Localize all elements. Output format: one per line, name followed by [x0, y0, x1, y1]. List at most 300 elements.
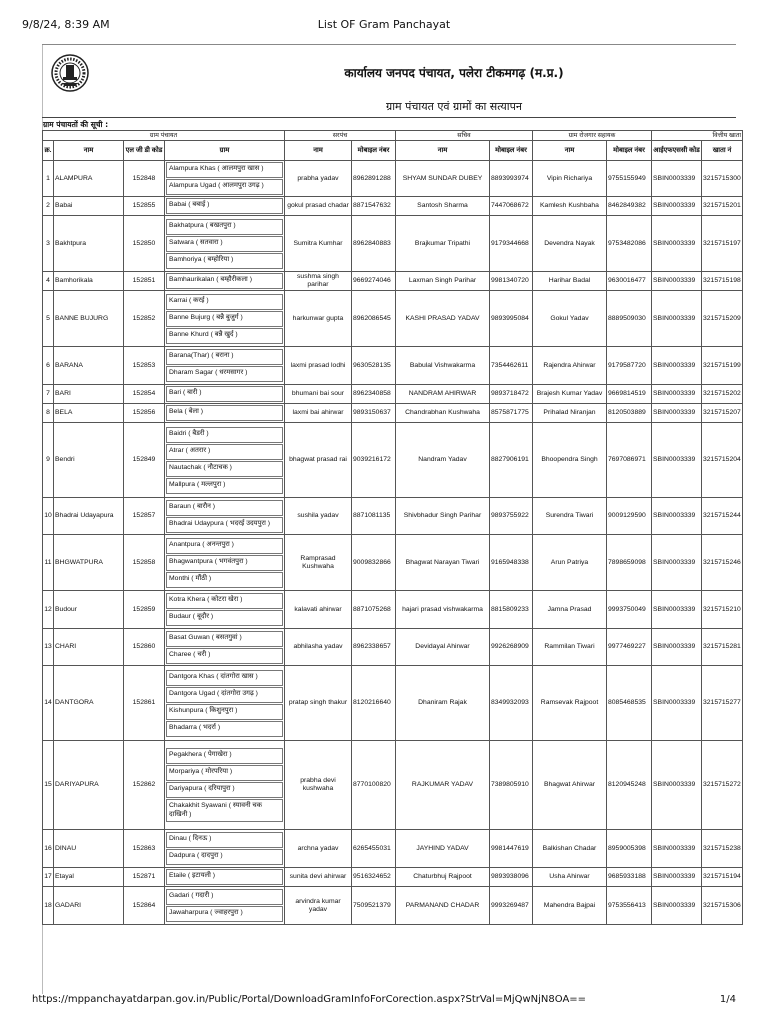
- village-item: Kotra Khera ( कोटरा खेरा ): [166, 593, 283, 609]
- cell-sachiv-name: Chaturbhuj Rajpoot: [396, 868, 490, 887]
- village-item: Mallpura ( मल्लपुरा ): [166, 478, 283, 494]
- cell-sachiv-name: JAYHIND YADAV: [396, 830, 490, 868]
- cell-sno: 15: [43, 741, 54, 830]
- cell-grs-name: Vipin Richariya: [533, 161, 607, 197]
- cell-account: 3215715281: [702, 629, 743, 666]
- cell-grs-name: Usha Ahirwar: [533, 868, 607, 887]
- cell-account: 3215715199: [702, 347, 743, 385]
- village-item: Gadari ( गदारी ): [166, 889, 283, 905]
- cell-gp-name: Bamhorikala: [54, 272, 124, 291]
- cell-sno: 16: [43, 830, 54, 868]
- village-item: Baraun ( बारौन ): [166, 500, 283, 516]
- cell-ifsc: SBIN0003339: [652, 868, 702, 887]
- cell-sachiv-name: RAJKUMAR YADAV: [396, 741, 490, 830]
- cell-sno: 9: [43, 423, 54, 498]
- cell-sarpanch-mobile: 9039216172: [352, 423, 396, 498]
- group-header-bank: वित्तीय खाता: [652, 131, 743, 141]
- col-sachiv-name: नाम: [396, 141, 490, 161]
- cell-gp-name: Etayal: [54, 868, 124, 887]
- cell-sachiv-mobile: 9893995084: [490, 291, 533, 347]
- cell-sachiv-mobile: 8827906191: [490, 423, 533, 498]
- cell-account: 3215715198: [702, 272, 743, 291]
- cell-ifsc: SBIN0003339: [652, 666, 702, 741]
- village-item: Baidri ( बैडरी ): [166, 427, 283, 443]
- cell-gp-name: BARI: [54, 385, 124, 404]
- village-item: Dariyapura ( दरियापुरा ): [166, 782, 283, 798]
- cell-sno: 7: [43, 385, 54, 404]
- cell-villages: [165, 197, 285, 216]
- cell-sarpanch-name: kalavati ahirwar: [285, 591, 352, 629]
- col-village: ग्राम: [165, 141, 285, 161]
- cell-gp-name: Budour: [54, 591, 124, 629]
- village-item: Morpariya ( मोरपरिया ): [166, 765, 283, 781]
- table-row: [43, 385, 743, 404]
- cell-sarpanch-mobile: 9669274046: [352, 272, 396, 291]
- cell-villages: [165, 591, 285, 629]
- cell-sarpanch-name: abhilasha yadav: [285, 629, 352, 666]
- cell-grs-mobile: 9755155949: [607, 161, 652, 197]
- village-item: Charee ( चरी ): [166, 648, 283, 664]
- cell-grs-name: Kamlesh Kushbaha: [533, 197, 607, 216]
- cell-sachiv-mobile: 9981340720: [490, 272, 533, 291]
- cell-grs-name: Mahendra Bajpai: [533, 887, 607, 925]
- table-row: [43, 741, 743, 830]
- print-title: List OF Gram Panchayat: [317, 18, 451, 31]
- village-item: Pegakhera ( पेगाखेरा ): [166, 748, 283, 764]
- cell-sno: 13: [43, 629, 54, 666]
- cell-grs-mobile: 9977469227: [607, 629, 652, 666]
- group-header-sarpanch: सरपंच: [285, 131, 396, 141]
- col-ifsc: आईएफएससी कोड: [652, 141, 702, 161]
- cell-grs-name: Balkishan Chadar: [533, 830, 607, 868]
- cell-villages: [165, 830, 285, 868]
- village-item: Dantgora Ugad ( दांतगोरा उगढ़ ): [166, 687, 283, 703]
- cell-sarpanch-name: prabha yadav: [285, 161, 352, 197]
- cell-ifsc: SBIN0003339: [652, 741, 702, 830]
- cell-sarpanch-mobile: 8871547632: [352, 197, 396, 216]
- cell-grs-name: Gokul Yadav: [533, 291, 607, 347]
- cell-gp-name: DANTGORA: [54, 666, 124, 741]
- cell-grs-mobile: 8120503889: [607, 404, 652, 423]
- village-item: Nautachak ( नौटाचक ): [166, 461, 283, 477]
- cell-sarpanch-name: sushila yadav: [285, 498, 352, 535]
- cell-gp-name: BELA: [54, 404, 124, 423]
- office-title: कार्यालय जनपद पंचायत, पलेरा टीकमगढ़ (म.प्र.): [344, 66, 564, 80]
- village-item: Bakhatpura ( बखतपुरा ): [166, 219, 283, 235]
- cell-ifsc: SBIN0003339: [652, 830, 702, 868]
- cell-grs-mobile: 9753556413: [607, 887, 652, 925]
- cell-sachiv-name: Devidayal Ahirwar: [396, 629, 490, 666]
- government-emblem-logo: [50, 52, 90, 94]
- cell-grs-name: Brajesh Kumar Yadav: [533, 385, 607, 404]
- cell-lgd-code: 152861: [124, 666, 165, 741]
- cell-account: 3215715209: [702, 291, 743, 347]
- cell-grs-name: Ramsevak Rajpoot: [533, 666, 607, 741]
- cell-gp-name: DARIYAPURA: [54, 741, 124, 830]
- cell-sno: 5: [43, 291, 54, 347]
- cell-sarpanch-mobile: 8962891288: [352, 161, 396, 197]
- cell-sachiv-name: Dhaniram Rajak: [396, 666, 490, 741]
- cell-villages: [165, 629, 285, 666]
- cell-sarpanch-name: arvindra kumar yadav: [285, 887, 352, 925]
- village-item: Dharam Sagar ( धरमसागर ): [166, 366, 283, 382]
- cell-account: 3215715204: [702, 423, 743, 498]
- cell-account: 3215715210: [702, 591, 743, 629]
- col-sarpanch-mobile: मोबाइल नंबर: [352, 141, 396, 161]
- cell-grs-mobile: 9685933188: [607, 868, 652, 887]
- table-row: [43, 272, 743, 291]
- cell-gp-name: Bhadrai Udayapura: [54, 498, 124, 535]
- cell-grs-mobile: 9753482086: [607, 216, 652, 272]
- cell-sarpanch-name: Ramprasad Kushwaha: [285, 535, 352, 591]
- village-item: Etaile ( इटायली ): [166, 869, 283, 885]
- cell-account: 3215715306: [702, 887, 743, 925]
- cell-lgd-code: 152852: [124, 291, 165, 347]
- cell-sno: 4: [43, 272, 54, 291]
- cell-ifsc: SBIN0003339: [652, 347, 702, 385]
- village-item: Kishunpura ( किशुनपुरा ): [166, 704, 283, 720]
- cell-sarpanch-name: archna yadav: [285, 830, 352, 868]
- col-grs-mobile: मोबाइल नंबर: [607, 141, 652, 161]
- village-item: Dantgora Khas ( दांतगोरा खास ): [166, 670, 283, 686]
- cell-grs-mobile: 9179587720: [607, 347, 652, 385]
- village-item: Bhadarra ( भदर्रा ): [166, 721, 283, 737]
- village-item: Dinau ( दिनऊ ): [166, 832, 283, 848]
- village-item: Bhadrai Udaypura ( भदरई उदयपुरा ): [166, 517, 283, 533]
- village-item: Jawaharpura ( ज्वाहरपुरा ): [166, 906, 283, 922]
- cell-lgd-code: 152859: [124, 591, 165, 629]
- cell-villages: [165, 535, 285, 591]
- cell-grs-mobile: 8120945248: [607, 741, 652, 830]
- cell-lgd-code: 152864: [124, 887, 165, 925]
- cell-gp-name: BHGWATPURA: [54, 535, 124, 591]
- cell-sachiv-mobile: 9165948338: [490, 535, 533, 591]
- cell-account: 3215715244: [702, 498, 743, 535]
- cell-sarpanch-name: bhagwat prasad rai: [285, 423, 352, 498]
- cell-account: 3215715207: [702, 404, 743, 423]
- cell-account: 3215715194: [702, 868, 743, 887]
- cell-villages: [165, 423, 285, 498]
- cell-grs-mobile: 8085468535: [607, 666, 652, 741]
- village-item: Babai ( बबाई ): [166, 198, 283, 214]
- cell-sarpanch-mobile: 8120216640: [352, 666, 396, 741]
- cell-sachiv-mobile: 9893718472: [490, 385, 533, 404]
- cell-sno: 10: [43, 498, 54, 535]
- cell-sarpanch-mobile: 9009832866: [352, 535, 396, 591]
- cell-grs-name: Rajendra Ahirwar: [533, 347, 607, 385]
- cell-grs-mobile: 7898659098: [607, 535, 652, 591]
- cell-sno: 3: [43, 216, 54, 272]
- cell-sarpanch-name: sushma singh parihar: [285, 272, 352, 291]
- table-row: [43, 591, 743, 629]
- cell-grs-mobile: 9993750049: [607, 591, 652, 629]
- cell-ifsc: SBIN0003339: [652, 629, 702, 666]
- cell-sarpanch-mobile: 8871081135: [352, 498, 396, 535]
- table-row: [43, 197, 743, 216]
- cell-lgd-code: 152849: [124, 423, 165, 498]
- table-body: [43, 161, 743, 925]
- cell-sarpanch-mobile: 9630528135: [352, 347, 396, 385]
- cell-sarpanch-name: laxmi prasad lodhi: [285, 347, 352, 385]
- village-item: Bamhoriya ( बम्होरिया ): [166, 253, 283, 269]
- cell-lgd-code: 152863: [124, 830, 165, 868]
- cell-ifsc: SBIN0003339: [652, 385, 702, 404]
- cell-lgd-code: 152856: [124, 404, 165, 423]
- table-row: [43, 666, 743, 741]
- verification-subtitle: ग्राम पंचायत एवं ग्रामों का सत्यापन: [385, 100, 523, 113]
- table-row: [43, 535, 743, 591]
- cell-villages: [165, 498, 285, 535]
- cell-ifsc: SBIN0003339: [652, 291, 702, 347]
- gram-panchayat-table: [42, 130, 743, 925]
- cell-sno: 6: [43, 347, 54, 385]
- footer-url: https://mppanchayatdarpan.gov.in/Public/Portal/DownloadGramInfoForCorection.aspx?StrVal=MjQwNjN8OA==: [32, 994, 587, 1005]
- divider: [42, 117, 736, 118]
- cell-sachiv-name: PARMANAND CHADAR: [396, 887, 490, 925]
- cell-sachiv-mobile: 7354462611: [490, 347, 533, 385]
- table-column-header: [43, 141, 743, 161]
- cell-villages: [165, 272, 285, 291]
- cell-sarpanch-name: bhumani bai sour: [285, 385, 352, 404]
- cell-sachiv-mobile: 8575871775: [490, 404, 533, 423]
- cell-sno: 2: [43, 197, 54, 216]
- cell-sarpanch-name: gokul prasad chadar: [285, 197, 352, 216]
- cell-sarpanch-mobile: 9893150637: [352, 404, 396, 423]
- col-sno: क्र.: [43, 141, 54, 161]
- cell-lgd-code: 152857: [124, 498, 165, 535]
- cell-gp-name: BANNE BUJURG: [54, 291, 124, 347]
- cell-sarpanch-mobile: 9516324652: [352, 868, 396, 887]
- village-item: Banne Khurd ( बन्नै खुर्द ): [166, 328, 283, 344]
- village-item: Chakakhit Syawani ( स्यावनी चक दाखिनी ): [166, 799, 283, 822]
- cell-sarpanch-mobile: 8962840883: [352, 216, 396, 272]
- cell-sachiv-name: Brajkumar Tripathi: [396, 216, 490, 272]
- col-account: खाता नं: [702, 141, 743, 161]
- cell-sachiv-mobile: 9893938096: [490, 868, 533, 887]
- village-item: Banne Bujurg ( बन्नै बुजुर्ग ): [166, 311, 283, 327]
- cell-account: 3215715201: [702, 197, 743, 216]
- cell-sachiv-name: KASHI PRASAD YADAV: [396, 291, 490, 347]
- group-header-gp: ग्राम पंचायत: [43, 131, 285, 141]
- cell-lgd-code: 152860: [124, 629, 165, 666]
- cell-sarpanch-mobile: 8962086545: [352, 291, 396, 347]
- cell-sarpanch-name: sunita devi ahirwar: [285, 868, 352, 887]
- cell-lgd-code: 152848: [124, 161, 165, 197]
- village-item: Anantpura ( अनन्तपुरा ): [166, 538, 283, 554]
- cell-sachiv-mobile: 9993269487: [490, 887, 533, 925]
- cell-account: 3215715246: [702, 535, 743, 591]
- cell-sachiv-name: Chandrabhan Kushwaha: [396, 404, 490, 423]
- cell-villages: [165, 291, 285, 347]
- cell-villages: [165, 385, 285, 404]
- village-item: Satwara ( सतवारा ): [166, 236, 283, 252]
- cell-sachiv-name: Nandram Yadav: [396, 423, 490, 498]
- table-row: [43, 830, 743, 868]
- cell-grs-name: Rammilan Tiwari: [533, 629, 607, 666]
- col-sarpanch-name: नाम: [285, 141, 352, 161]
- cell-sachiv-mobile: 9893755922: [490, 498, 533, 535]
- cell-sarpanch-mobile: 8962340858: [352, 385, 396, 404]
- cell-ifsc: SBIN0003339: [652, 423, 702, 498]
- village-item: Bela ( बेला ): [166, 405, 283, 421]
- cell-sarpanch-name: pratap singh thakur: [285, 666, 352, 741]
- table-row: [43, 216, 743, 272]
- village-item: Monthi ( मौंठी ): [166, 572, 283, 588]
- cell-sarpanch-name: harkunwar gupta: [285, 291, 352, 347]
- cell-grs-name: Devendra Nayak: [533, 216, 607, 272]
- cell-grs-name: Harihar Badal: [533, 272, 607, 291]
- cell-grs-mobile: 8462849382: [607, 197, 652, 216]
- cell-ifsc: SBIN0003339: [652, 591, 702, 629]
- cell-account: 3215715202: [702, 385, 743, 404]
- cell-gp-name: Bendri: [54, 423, 124, 498]
- cell-villages: [165, 404, 285, 423]
- cell-sarpanch-name: laxmi bai ahirwar: [285, 404, 352, 423]
- cell-lgd-code: 152862: [124, 741, 165, 830]
- cell-ifsc: SBIN0003339: [652, 535, 702, 591]
- cell-account: 3215715277: [702, 666, 743, 741]
- cell-lgd-code: 152854: [124, 385, 165, 404]
- cell-ifsc: SBIN0003339: [652, 272, 702, 291]
- table-row: [43, 404, 743, 423]
- table-row: [43, 887, 743, 925]
- cell-gp-name: CHARI: [54, 629, 124, 666]
- cell-sachiv-mobile: 8349932093: [490, 666, 533, 741]
- cell-grs-mobile: 8889509030: [607, 291, 652, 347]
- cell-grs-mobile: 9669814519: [607, 385, 652, 404]
- cell-villages: [165, 868, 285, 887]
- village-item: Bhagwantpura ( भगवंतपुरा ): [166, 555, 283, 571]
- cell-lgd-code: 152858: [124, 535, 165, 591]
- col-gp-name: नाम: [54, 141, 124, 161]
- table-row: [43, 868, 743, 887]
- cell-sachiv-mobile: 9926268909: [490, 629, 533, 666]
- table-row: [43, 291, 743, 347]
- page-frame-top: [42, 44, 736, 45]
- village-item: Atrar ( अतरार ): [166, 444, 283, 460]
- cell-grs-mobile: 9630016477: [607, 272, 652, 291]
- cell-villages: [165, 741, 285, 830]
- table-row: [43, 161, 743, 197]
- cell-account: 3215715238: [702, 830, 743, 868]
- list-label: ग्राम पंचायतों की सूची :: [43, 120, 109, 129]
- cell-gp-name: ALAMPURA: [54, 161, 124, 197]
- cell-sarpanch-mobile: 7509521379: [352, 887, 396, 925]
- cell-sno: 11: [43, 535, 54, 591]
- cell-account: 3215715272: [702, 741, 743, 830]
- cell-villages: [165, 161, 285, 197]
- print-header: [0, 0, 768, 40]
- cell-ifsc: SBIN0003339: [652, 216, 702, 272]
- cell-lgd-code: 152851: [124, 272, 165, 291]
- cell-gp-name: DINAU: [54, 830, 124, 868]
- cell-lgd-code: 152850: [124, 216, 165, 272]
- cell-grs-name: Prihalad Niranjan: [533, 404, 607, 423]
- cell-grs-mobile: 8959005398: [607, 830, 652, 868]
- cell-grs-name: Surendra Tiwari: [533, 498, 607, 535]
- group-header-grs: ग्राम रोजगार सहायक: [533, 131, 652, 141]
- cell-sachiv-name: Bhagwat Narayan Tiwari: [396, 535, 490, 591]
- cell-villages: [165, 216, 285, 272]
- cell-lgd-code: 152871: [124, 868, 165, 887]
- page-number: 1/4: [719, 994, 736, 1005]
- cell-sachiv-name: hajari prasad vishwakarma: [396, 591, 490, 629]
- table-row: [43, 347, 743, 385]
- cell-villages: [165, 666, 285, 741]
- cell-sachiv-name: NANDRAM AHIRWAR: [396, 385, 490, 404]
- cell-sachiv-name: Babulal Vishwakarma: [396, 347, 490, 385]
- cell-villages: [165, 887, 285, 925]
- village-item: Alampura Khas ( आलमपुरा खास ): [166, 162, 283, 178]
- cell-lgd-code: 152853: [124, 347, 165, 385]
- cell-gp-name: Bakhtpura: [54, 216, 124, 272]
- cell-ifsc: SBIN0003339: [652, 161, 702, 197]
- cell-sarpanch-name: prabha devi kushwaha: [285, 741, 352, 830]
- cell-gp-name: BARANA: [54, 347, 124, 385]
- cell-sachiv-mobile: 9179344668: [490, 216, 533, 272]
- cell-grs-name: Jamna Prasad: [533, 591, 607, 629]
- cell-grs-name: Arun Patriya: [533, 535, 607, 591]
- cell-ifsc: SBIN0003339: [652, 498, 702, 535]
- village-item: Barana(Thar) ( बराना ): [166, 349, 283, 365]
- cell-sachiv-name: Santosh Sharma: [396, 197, 490, 216]
- cell-sno: 12: [43, 591, 54, 629]
- table-row: [43, 498, 743, 535]
- village-item: Alampura Ugad ( आलमपुरा उगढ़ ): [166, 179, 283, 195]
- cell-sno: 18: [43, 887, 54, 925]
- cell-ifsc: SBIN0003339: [652, 404, 702, 423]
- cell-sachiv-name: Shivbhadur Singh Parihar: [396, 498, 490, 535]
- cell-sachiv-name: SHYAM SUNDAR DUBEY: [396, 161, 490, 197]
- table-row: [43, 423, 743, 498]
- cell-lgd-code: 152855: [124, 197, 165, 216]
- cell-sarpanch-mobile: 6265455031: [352, 830, 396, 868]
- cell-account: 3215715300: [702, 161, 743, 197]
- cell-grs-mobile: 7697086971: [607, 423, 652, 498]
- cell-sachiv-mobile: 7389805910: [490, 741, 533, 830]
- cell-gp-name: GADARI: [54, 887, 124, 925]
- cell-sarpanch-mobile: 8770100820: [352, 741, 396, 830]
- table-row: [43, 629, 743, 666]
- cell-ifsc: SBIN0003339: [652, 887, 702, 925]
- village-item: Bari ( बारी ): [166, 386, 283, 402]
- cell-sachiv-mobile: 8815809233: [490, 591, 533, 629]
- cell-sno: 17: [43, 868, 54, 887]
- cell-account: 3215715197: [702, 216, 743, 272]
- cell-sarpanch-mobile: 8871075268: [352, 591, 396, 629]
- col-lgd-code: एल जी डी कोड: [124, 141, 165, 161]
- cell-sachiv-mobile: 9981447619: [490, 830, 533, 868]
- cell-ifsc: SBIN0003339: [652, 197, 702, 216]
- cell-sachiv-mobile: 7447068672: [490, 197, 533, 216]
- print-date: 9/8/24, 8:39 AM: [22, 18, 110, 31]
- village-item: Karrai ( करई ): [166, 294, 283, 310]
- village-item: Dadpura ( दादपुरा ): [166, 849, 283, 865]
- village-item: Budaur ( बूदौर ): [166, 610, 283, 626]
- cell-sno: 1: [43, 161, 54, 197]
- village-item: Bamhaurikalan ( बम्हौरीकला ): [166, 273, 283, 289]
- cell-sarpanch-name: Sumitra Kumhar: [285, 216, 352, 272]
- cell-gp-name: Babai: [54, 197, 124, 216]
- col-sachiv-mobile: मोबाइल नंबर: [490, 141, 533, 161]
- cell-grs-name: Bhagwat Ahirwar: [533, 741, 607, 830]
- cell-sarpanch-mobile: 8962338657: [352, 629, 396, 666]
- cell-grs-mobile: 9009129590: [607, 498, 652, 535]
- village-item: Basat Guwan ( बसतगुवां ): [166, 631, 283, 647]
- cell-sachiv-mobile: 8893993974: [490, 161, 533, 197]
- cell-sachiv-name: Laxman Singh Parihar: [396, 272, 490, 291]
- cell-grs-name: Bhoopendra Singh: [533, 423, 607, 498]
